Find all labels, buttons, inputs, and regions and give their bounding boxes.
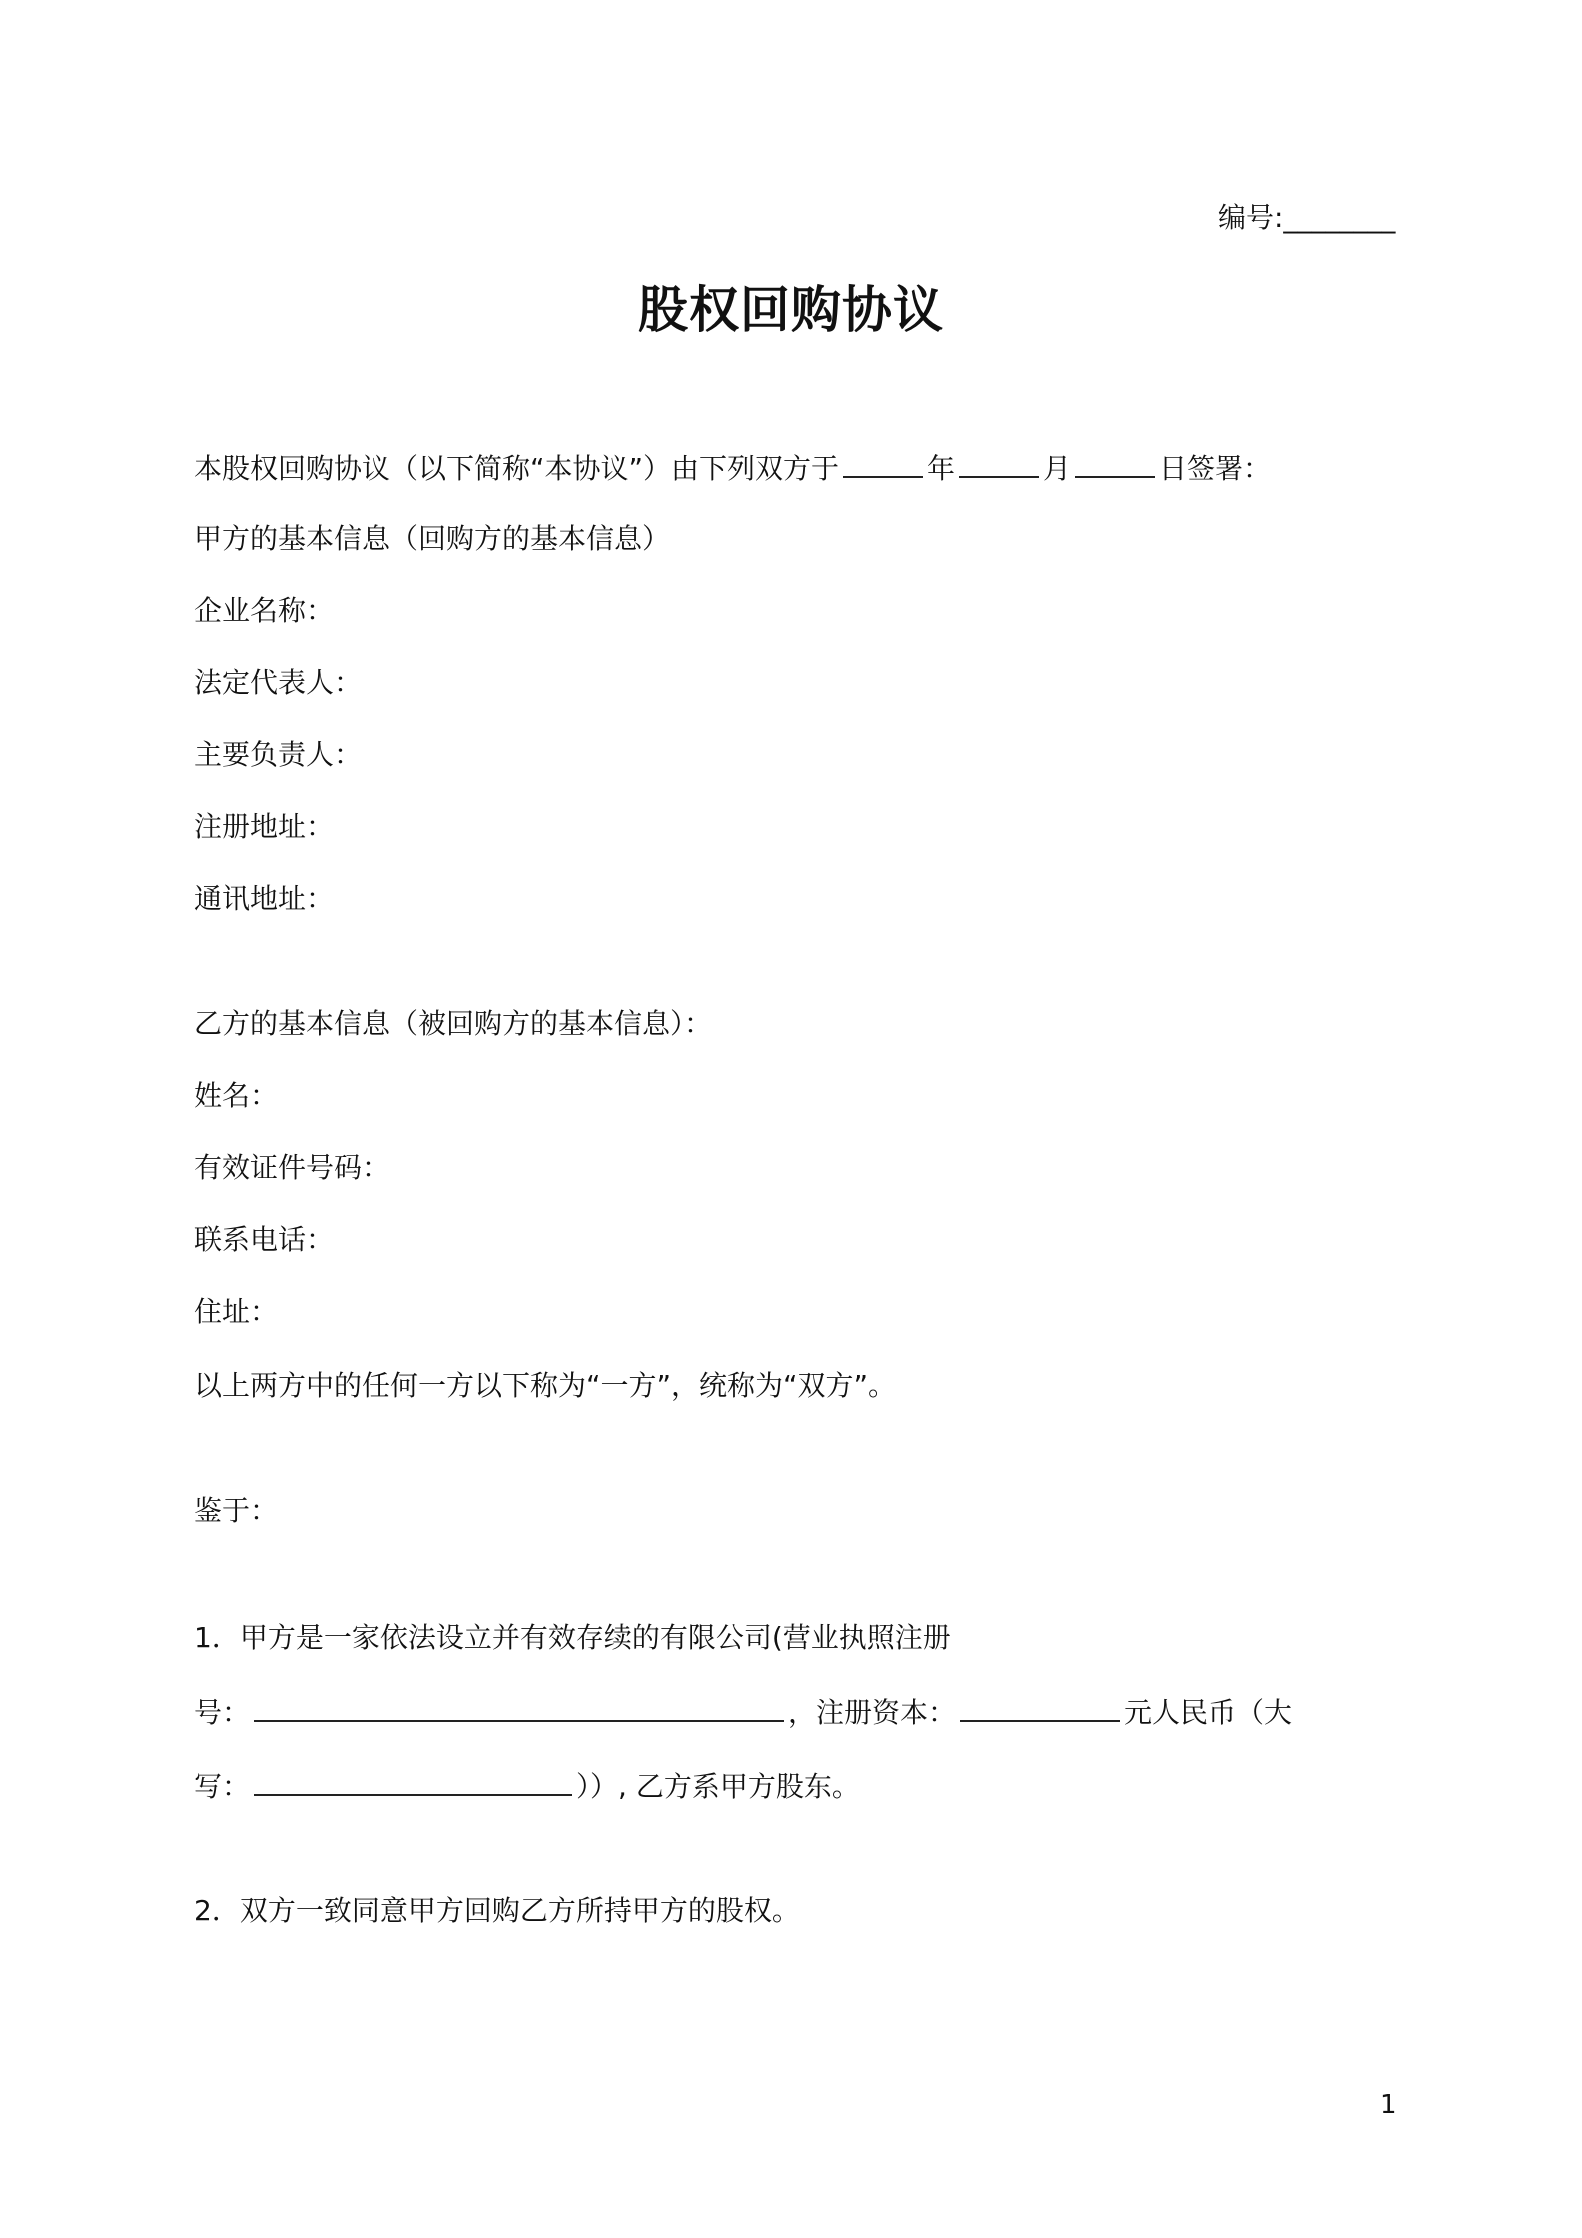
party-b-heading: 乙方的基本信息（被回购方的基本信息）： [194,1007,713,1040]
party-a-mailing-address: 通讯地址： [194,882,335,915]
document-number: 编号:________ [1218,201,1396,234]
year-blank[interactable] [843,446,923,478]
party-a-company-name: 企业名称： [194,594,335,627]
collective-definition: 以上两方中的任何一方以下称为“一方”，统称为“双方”。 [194,1369,897,1402]
document-title: 股权回购协议 [638,281,944,339]
whereas-heading: 鉴于： [194,1494,279,1527]
clause-1-line-1: 1．甲方是一家依法设立并有效存续的有限公司(营业执照注册 [194,1621,951,1654]
intro-text: 本股权回购协议（以下简称“本协议”）由下列双方于 [194,452,840,485]
intro-line [194,446,1271,489]
capital-blank[interactable] [960,1690,1120,1722]
party-b-name: 姓名： [194,1079,279,1112]
party-b-phone: 联系电话： [194,1223,335,1256]
clause-1-line-2 [194,1690,1292,1733]
party-a-heading: 甲方的基本信息（回购方的基本信息） [194,522,671,555]
clause-2: 2．双方一致同意甲方回购乙方所持甲方的股权。 [194,1894,800,1927]
capital-label: ，注册资本： [788,1696,957,1729]
shareholder-text: ））, 乙方系甲方股东。 [576,1770,860,1803]
month-blank[interactable] [959,446,1039,478]
capital-words-blank[interactable] [254,1764,572,1796]
clause-1-line-3 [194,1764,860,1807]
month-label: 月 [1043,452,1072,485]
day-blank[interactable] [1075,446,1155,478]
reg-no-blank[interactable] [254,1690,784,1722]
day-label: 日签署： [1159,452,1272,485]
party-b-id-number: 有效证件号码： [194,1151,391,1184]
year-label: 年 [927,452,956,485]
party-a-legal-rep: 法定代表人： [194,666,363,699]
party-a-principal: 主要负责人： [194,738,363,771]
party-b-address: 住址： [194,1295,279,1328]
capital-words-label: 写： [194,1770,251,1803]
reg-no-label: 号： [194,1696,251,1729]
party-a-registered-address: 注册地址： [194,810,335,843]
page-number: 1 [1380,2090,1397,2120]
rmb-label: 元人民币（大 [1124,1696,1293,1729]
